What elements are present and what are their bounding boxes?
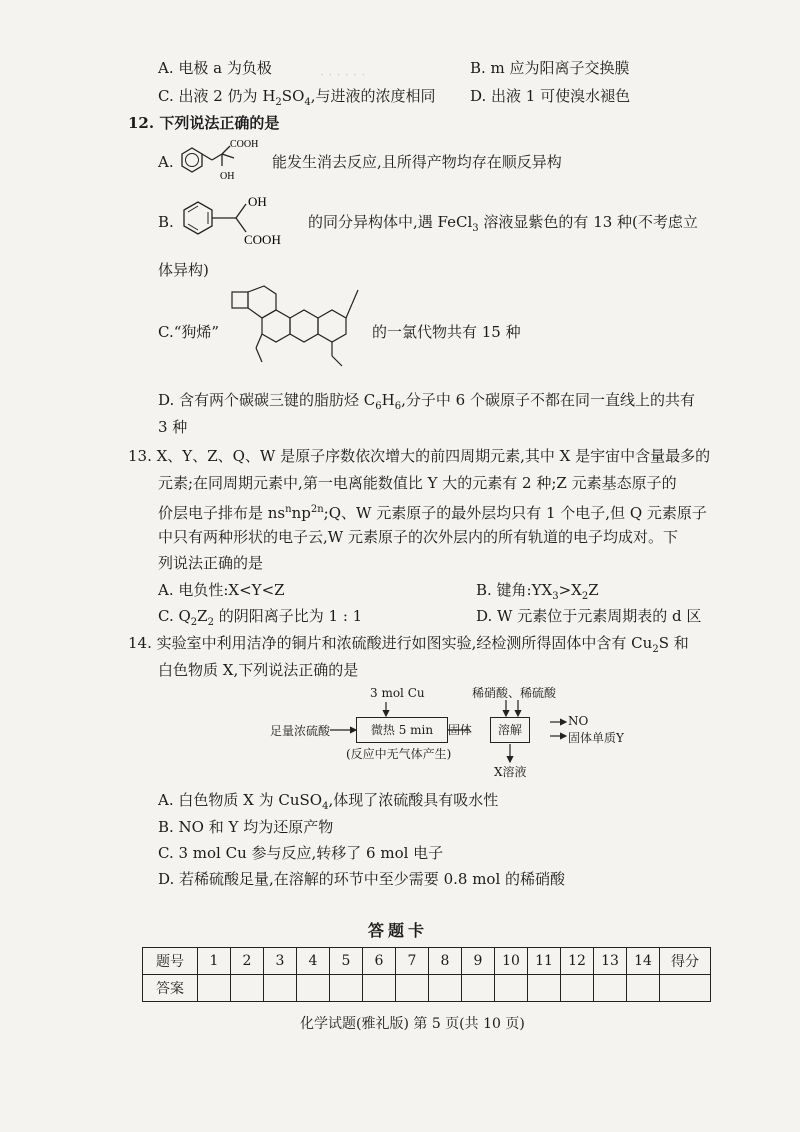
q13-stem-line5: 列说法正确的是 [158, 554, 264, 572]
question-number-cell: 5 [330, 948, 363, 975]
question-number-cell: 10 [495, 948, 528, 975]
q13-stem-line4: 中只有两种形状的电子云,W 元素原子的次外层内的所有轨道的电子均成对。下 [158, 528, 678, 546]
q14-option-b: B. NO 和 Y 均为还原产物 [158, 818, 334, 836]
question-number-cell: 8 [429, 948, 462, 975]
answer-cell[interactable] [264, 975, 297, 1002]
q12-b-structure [176, 188, 306, 250]
answer-cell[interactable] [462, 975, 495, 1002]
flow-acid-label: 足量浓硫酸 [270, 724, 331, 738]
question-number-cell: 12 [561, 948, 594, 975]
question-number-cell: 6 [363, 948, 396, 975]
q13-stem-line3: 价层电子排布是 $ns^nnp^{2n};Q$、W 元素原子的最外层均只有 1 个电子,但 Q 元素原子 [158, 504, 707, 522]
question-number-cell: 13 [594, 948, 627, 975]
question-number-cell: 3 [264, 948, 297, 975]
score-cell[interactable] [660, 975, 711, 1002]
answer-cell[interactable] [363, 975, 396, 1002]
flow-x-output: X溶液 [494, 765, 527, 779]
flow-y-output: 固体单质Y [568, 731, 624, 745]
question-number-cell: 11 [528, 948, 561, 975]
answer-cell[interactable] [528, 975, 561, 1002]
answer-header: 答案 [143, 975, 198, 1002]
answer-cell[interactable] [561, 975, 594, 1002]
q12-a-cooh-label: COOH [230, 139, 259, 150]
q14-stem-line2: 白色物质 X,下列说法正确的是 [158, 661, 359, 679]
question-number-cell: 4 [297, 948, 330, 975]
flow-box-dissolve: 溶解 [490, 717, 530, 743]
q11-option-b: B. m 应为阳离子交换膜 [470, 59, 630, 77]
q12-a-structure [172, 136, 272, 184]
question-number-cell: 9 [462, 948, 495, 975]
q13-option-b: B. 键角$:YX_3>X_2Z$ [476, 581, 599, 602]
answer-cell[interactable] [429, 975, 462, 1002]
answer-card-table [142, 947, 711, 1002]
dog-alkene-structure [218, 282, 368, 382]
answer-cell[interactable] [297, 975, 330, 1002]
flow-cu-label: 3 mol Cu [370, 686, 425, 700]
answer-card-number-row [143, 948, 711, 975]
q12-option-b-label: B. [158, 213, 174, 231]
q13-option-d: D. W 元素位于元素周期表的 d 区 [476, 607, 702, 625]
score-header: 得分 [660, 948, 711, 975]
q12-option-d: D. 含有两个碳碳三键的脂肪烃 $C_6H_6$,分子中 6 个碳原子不都在同一直线上的共有 [158, 391, 695, 412]
q12-a-oh-label: OH [220, 171, 235, 182]
q12-option-a-label: A. [158, 153, 174, 171]
answer-card-title: 答题卡 [368, 921, 429, 940]
q13-option-c: C. $Q_2Z_2$ 的阴阳离子比为 1 : 1 [158, 607, 363, 628]
flow-reagents-label: 稀硝酸、稀硫酸 [472, 686, 557, 700]
q12-option-d-cont: 3 种 [158, 418, 188, 436]
answer-cell[interactable] [495, 975, 528, 1002]
answer-cell[interactable] [231, 975, 264, 1002]
q12-option-b-text: 的同分异构体中,遇 FeCl$_3$ 溶液显紫色的有 13 种(不考虑立 [308, 213, 698, 234]
q14-option-d: D. 若稀硫酸足量,在溶解的环节中至少需要 0.8 mol 的稀硝酸 [158, 870, 566, 888]
q13-stem-line2: 元素;在同周期元素中,第一电离能数值比 Y 大的元素有 2 种;Z 元素基态原子的 [158, 474, 677, 492]
q13-stem-line1: 13. X、Y、Z、Q、W 是原子序数依次增大的前四周期元素,其中 X 是宇宙中含量最多的 [128, 447, 711, 465]
answer-cell[interactable] [396, 975, 429, 1002]
flow-box-heat: 微热 5 min [356, 717, 448, 743]
q11-option-d: D. 出液 1 可使溴水褪色 [470, 87, 631, 105]
q14-stem-line1: 14. 实验室中利用洁净的铜片和浓硫酸进行如图实验,经检测所得固体中含有 $Cu_2S$ 和 [128, 634, 689, 655]
page-footer: 化学试题(雅礼版) 第 5 页(共 10 页) [300, 1016, 525, 1032]
answer-cell[interactable] [594, 975, 627, 1002]
q12-stem: 12. 下列说法正确的是 [128, 114, 280, 132]
q12-option-b-text-cont: 体异构) [158, 261, 209, 279]
q12-option-c-label: C.“狗烯” [158, 323, 220, 341]
question-number-cell: 7 [396, 948, 429, 975]
answer-cell[interactable] [627, 975, 660, 1002]
bleed-through-text: · · · · · · [320, 68, 366, 83]
flow-no-output: NO [568, 714, 589, 728]
q12-b-cooh-label: COOH [244, 232, 281, 247]
answer-cell[interactable] [330, 975, 363, 1002]
question-number-cell: 14 [627, 948, 660, 975]
flow-note: (反应中无气体产生) [346, 747, 452, 761]
q12-option-a-text: 能发生消去反应,且所得产物均存在顺反异构 [272, 153, 562, 171]
q14-option-a: A. 白色物质 X 为 CuSO$_4$,体现了浓硫酸具有吸水性 [158, 791, 499, 812]
question-number-header: 题号 [143, 948, 198, 975]
q14-option-c: C. 3 mol Cu 参与反应,转移了 6 mol 电子 [158, 844, 444, 862]
q11-option-c: C. 出液 2 仍为 $H_2SO_4$,与进液的浓度相同 [158, 87, 436, 108]
answer-cell[interactable] [198, 975, 231, 1002]
question-number-cell: 2 [231, 948, 264, 975]
flow-solid-label: 固体 [448, 723, 473, 737]
question-number-cell: 1 [198, 948, 231, 975]
q13-option-a: A. 电负性:X<Y<Z [158, 581, 285, 599]
q12-b-oh-label: OH [248, 194, 267, 209]
q11-option-a: A. 电极 a 为负极 [158, 59, 272, 77]
q12-option-c-text: 的一氯代物共有 15 种 [372, 323, 521, 341]
answer-card-answer-row [143, 975, 711, 1002]
